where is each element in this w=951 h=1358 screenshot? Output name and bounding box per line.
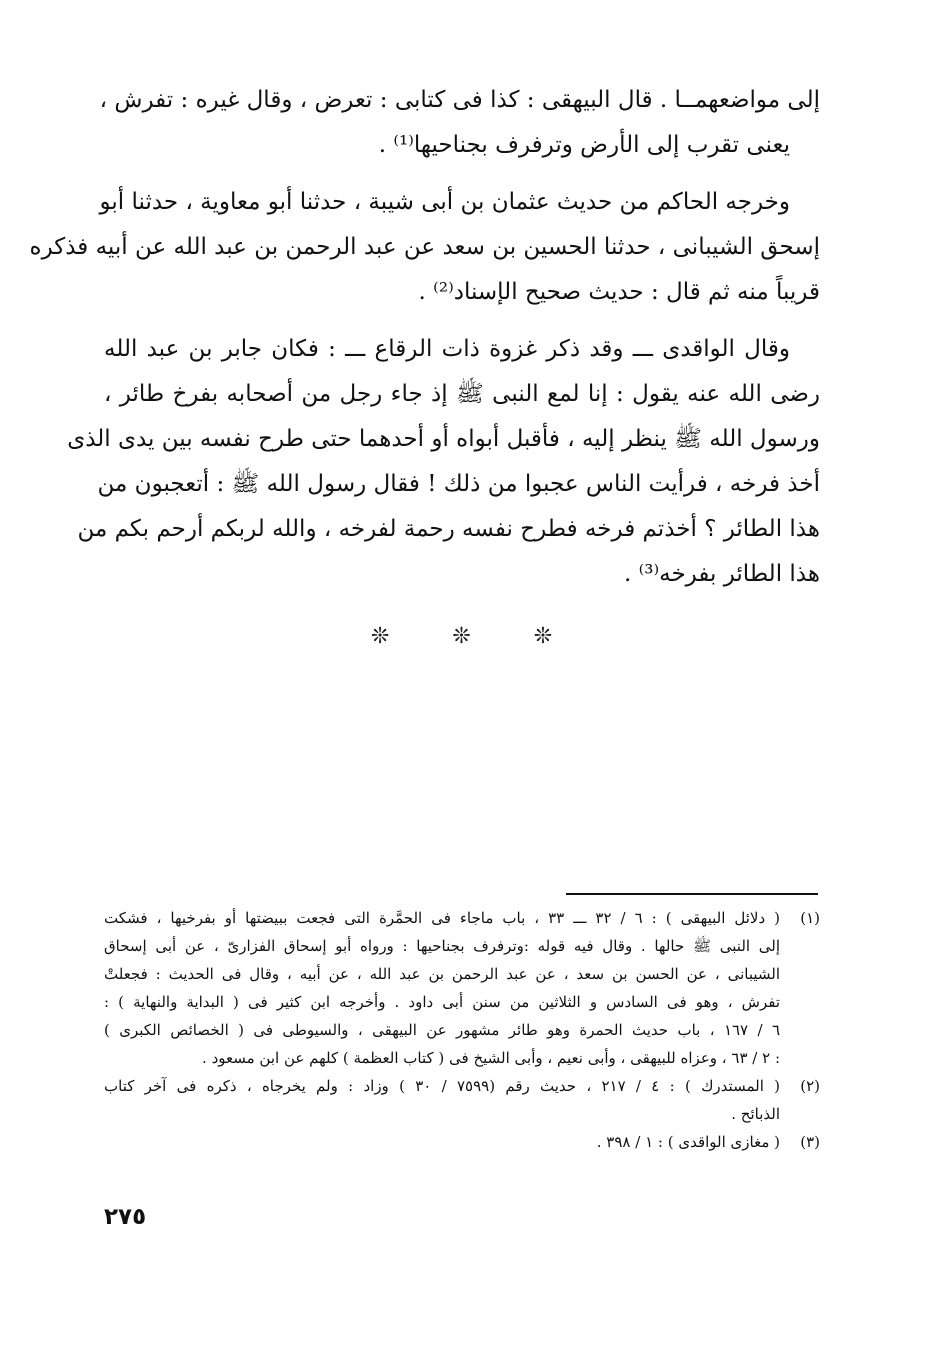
footnote-1 — [104, 904, 820, 1072]
footnote-body — [104, 1072, 780, 1128]
main-text — [29, 78, 820, 597]
text-line: هذا الطائر بفرخه⁽³⁾ . — [623, 561, 820, 587]
text-line: إسحق الشيبانى ، حدثنا الحسين بن سعد عن عبد الرحمن بن عبد الله عن أبيه فذكره — [29, 234, 820, 260]
footnote-line: ( المستدرك ) : ٤ / ٢١٧ ، حديث رقم (٧٥٩٩ / ٣٠ ) وزاد : ولم يخرجاه ، ذكره فى آخر كتاب — [104, 1077, 781, 1095]
text-line: أخذ فرخه ، فرأيت الناس عجبوا من ذلك ! فقال رسول الله ﷺ : أتعجبون من — [97, 471, 820, 497]
footnotes — [104, 904, 820, 1156]
footnote-number: (٢) — [800, 1077, 820, 1095]
footnote-line: إلى النبى ﷺ حالها . وقال فيه قوله :وترفرف بجناحيها : ورواه أبو إسحاق الفزارىّ ، عن أبى إسحاق — [104, 937, 780, 955]
text-line: رضى الله عنه يقول : إنا لمع النبى ﷺ إذ جاء رجل من أصحابه بفرخ طائر ، — [104, 381, 820, 407]
text-line: يعنى تقرب إلى الأرض وترفرف بجناحيها⁽¹⁾ . — [378, 132, 790, 158]
footnote-rule — [566, 893, 818, 895]
footnote-line: ( دلائل البيهقى ) : ٦ / ٣٢ ـــ ٣٣ ، باب ماجاء فى الحمَّرة التى فجعت ببيضتها أو بفرخيها ، فشكت — [104, 909, 780, 927]
footnote-line: الذبائح . — [731, 1105, 780, 1123]
text-line: وقال الواقدى ـــ وقد ذكر غزوة ذات الرقاع ـــ : فكان جابر بن عبد الله — [104, 336, 790, 362]
paragraph-3 — [67, 327, 820, 597]
section-separator-ornament: ❊ ❊ ❊ — [370, 624, 581, 649]
text-line: إلى مواضعهمــا . قال البيهقى : كذا فى كتابى : تعرض ، وقال غيره : تفرش ، — [99, 87, 820, 113]
text-line: هذا الطائر ؟ أخذتم فرخه فطرح نفسه رحمة لفرخه ، والله لربكم أرحم بكم من — [77, 516, 820, 542]
paragraph-2 — [29, 180, 820, 315]
page-number: ٢٧٥ — [104, 1204, 147, 1230]
footnote-line: ( مغازى الواقدى ) : ١ / ٣٩٨ . — [596, 1133, 780, 1151]
footnote-2 — [104, 1072, 820, 1128]
footnote-3 — [104, 1128, 820, 1156]
text-line: وخرجه الحاكم من حديث عثمان بن أبى شيبة ، حدثنا أبو معاوية ، حدثنا أبو — [99, 189, 790, 215]
text-line: قريباً منه ثم قال : حديث صحيح الإسناد⁽²⁾ . — [418, 279, 820, 305]
text-line: ورسول الله ﷺ ينظر إليه ، فأقبل أبواه أو أحدهما حتى طرح نفسه بين يدى الذى — [67, 426, 820, 452]
footnote-line: : ٢ / ٦٣ ، وعزاه للبيهقى ، وأبى نعيم ، وأبى الشيخ فى ( كتاب العظمة ) كلهم عن ابن مسعود . — [202, 1049, 780, 1067]
footnote-number: (٣) — [800, 1133, 820, 1151]
footnote-number: (١) — [800, 909, 820, 927]
paragraph-1 — [99, 78, 820, 168]
footnote-line: الشيبانى ، عن الحسن بن سعد ، عن عبد الرحمن بن عبد الله ، عن أبيه ، وقال فى الحديث : فجعلتْ — [104, 965, 780, 983]
footnote-line: تفرش ، وهو فى السادس و الثلاثين من سنن أبى داود . وأخرجه ابن كثير فى ( البداية والنهاية ) : — [104, 993, 780, 1011]
footnote-line: ٦ / ١٦٧ ، باب حديث الحمرة وهو طائر مشهور عن البيهقى ، والسيوطى فى ( الخصائص الكبرى ) — [104, 1021, 780, 1039]
footnote-body — [104, 904, 780, 1072]
footnote-body — [104, 1128, 780, 1156]
